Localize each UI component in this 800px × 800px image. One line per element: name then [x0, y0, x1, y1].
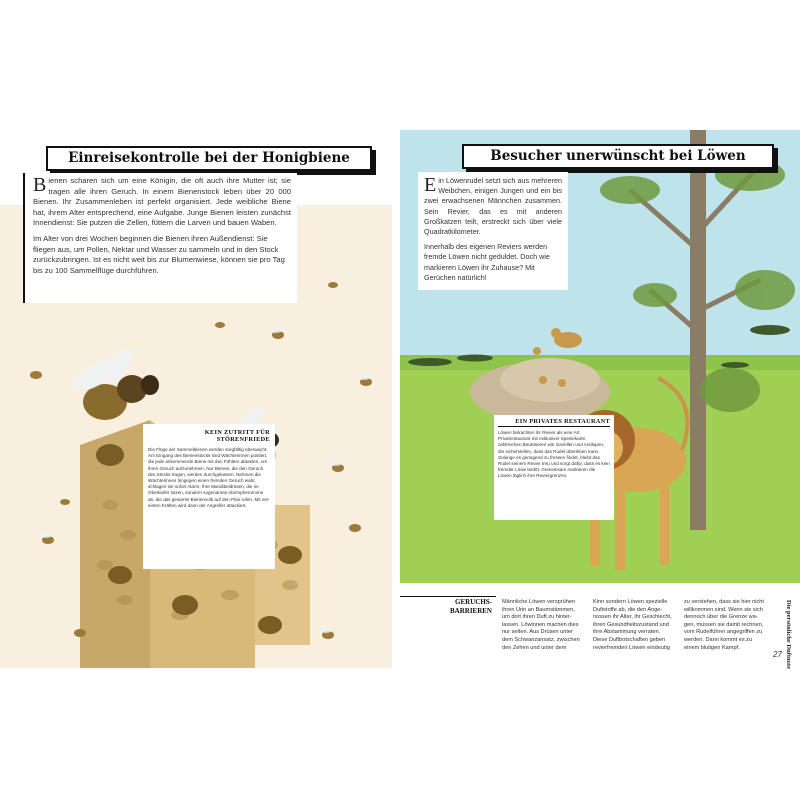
- large-bee: [68, 343, 159, 420]
- left-sidebox-text: Die Flüge der Sammelbienen werden sorgfältig überwacht: Am Eingang des Bienenstocks sind Wächterinnen postiert, die jede ankommende Biene mit den Fühlern abtasten, um ihren Geruch aufzunehmen. Nur Bienen, die den Geruch des Stocks tragen, werden durchgelassen. Nehmen die Wächterinnen hingegen einen fremden Geruch wahr, schlagen sie sofort Alarm: Ihre Mandibeldrüsen, die im Oberkiefer sitzen, sondern sogenannte Alarmpheromone ab, die das gesamte Bienenvolk auf den Plan rufen. Mit vereinten Kräften wird dann der Angreifer attackiert.: [148, 447, 270, 508]
- left-sidebox-title-1: KEIN ZUTRITT FÜR: [204, 429, 270, 436]
- bottom-heading-line2: BARRIEREN: [449, 607, 492, 615]
- right-dropcap: E: [424, 174, 437, 196]
- bottom-column-1: Männliche Löwen versprühen ihren Urin an Baumstämmen, um dort ihren Duft zu hinterlassen. Löwinnen machen dies nur selten. Aus Drüsen unter dem Schwanzansatz, zwischen den Zehen und unter dem: [502, 599, 580, 651]
- bottom-heading: [420, 598, 492, 616]
- right-title-text: Besucher unerwünscht bei Löwen: [490, 148, 746, 164]
- right-sidebox-title: EIN PRIVATES RESTAURANT: [498, 418, 610, 427]
- bottom-column-3: zu verstehen, dass sie hier nicht willkommen sind. Wenn sie sich dennoch über die Grenze wagen, müssen sie damit rechnen, vom Rudelführer angegriffen zu werden. Dann kommt es zu einem blutigen Kampf.: [684, 599, 764, 651]
- vertical-label-line1: Die persönliche: [785, 600, 792, 643]
- left-sidebox-title-2: STÖRENFRIEDE: [216, 436, 270, 443]
- right-intro-text: [424, 176, 562, 237]
- left-paragraph-2: Im Alter von drei Wochen beginnen die Bienen ihren Außendienst: Sie fliegen aus, um Pollen, Nektar und Wasser zu sammeln und in den Stock zurückzubringen. Ist es nicht weit bis zur Blumenwiese, können sie pro Tag bis zu 100 Sammelflüge durchführen.: [33, 233, 285, 275]
- right-intro-box: [418, 172, 568, 290]
- bottom-heading-line1: GERUCHS-: [455, 598, 492, 606]
- left-page-title: [46, 146, 372, 171]
- left-title-text: Einreisekontrolle bei der Honigbiene: [68, 150, 350, 166]
- right-sidebox: [494, 415, 614, 520]
- bottom-column-2: Kinn sondern Löwen spezielle Duftstoffe ab, die den Angenossen ihr Alter, ihr Geschlecht, ihren Gesundheitszustand und ihre Abstammung verraten. Diese Duftbotschaften geben revierfremden Löwen eindeutig: [593, 599, 672, 651]
- right-sidebox-text: Löwen betrachten ihr Revier als eine Art Privatrestaurant mit exklusiver Speisekarte: zahlreichen Beutetieren wie Gazellen und Antilopen, die sicherstellen, dass das Rudel überleben kann. Solange es genügend zu fressen findet, bleibt das Rudel seinem Revier treu und sorgt dafür, dass es kein fremder Löwe betritt. Gemeinsam markieren die Löwen täglich ihre Reviergrenzen.: [498, 430, 610, 479]
- vertical-section-label: [785, 600, 792, 669]
- left-intro-paragraph: ienen scharen sich um eine Königin, die oft auch ihre Mutter ist; sie tragen alle ihren Geruch. In einem Bienenstock leben über 20 000 Bienen. Ihr Zusammenleben ist perfekt organisiert. Jede weibliche Biene hat, ihrem Alter entsprechend, eine Aufgabe. Junge Bienen leisten zunächst Innendienst: Sie putzen die Zellen, füttern die Larven und bauen Waben.: [33, 176, 291, 228]
- page-number: 27: [773, 650, 782, 659]
- right-page-title: [462, 144, 774, 169]
- left-dropcap: B: [33, 174, 47, 196]
- bottom-rule: [400, 596, 496, 597]
- left-sidebox: [143, 424, 275, 569]
- left-intro-text: [33, 176, 291, 229]
- right-intro-paragraph: in Löwenrudel setzt sich aus mehreren Weibchen, einigen Jungen und ein bis zwei erwachsenen Männchen zusammen. Sein Revier, das es mit anderen Großkatzen teilt, erstreckt sich über viele Quadratkilometer.: [424, 176, 562, 237]
- vertical-label-line2: Duftnote: [785, 644, 792, 669]
- right-paragraph-2: Innerhalb des eigenen Reviers werden fremde Löwen nicht geduldet. Doch wie markieren Löwen ihr Zuhause? Mit Gerüchen natürlich!: [424, 242, 550, 282]
- left-intro-box: [23, 173, 297, 303]
